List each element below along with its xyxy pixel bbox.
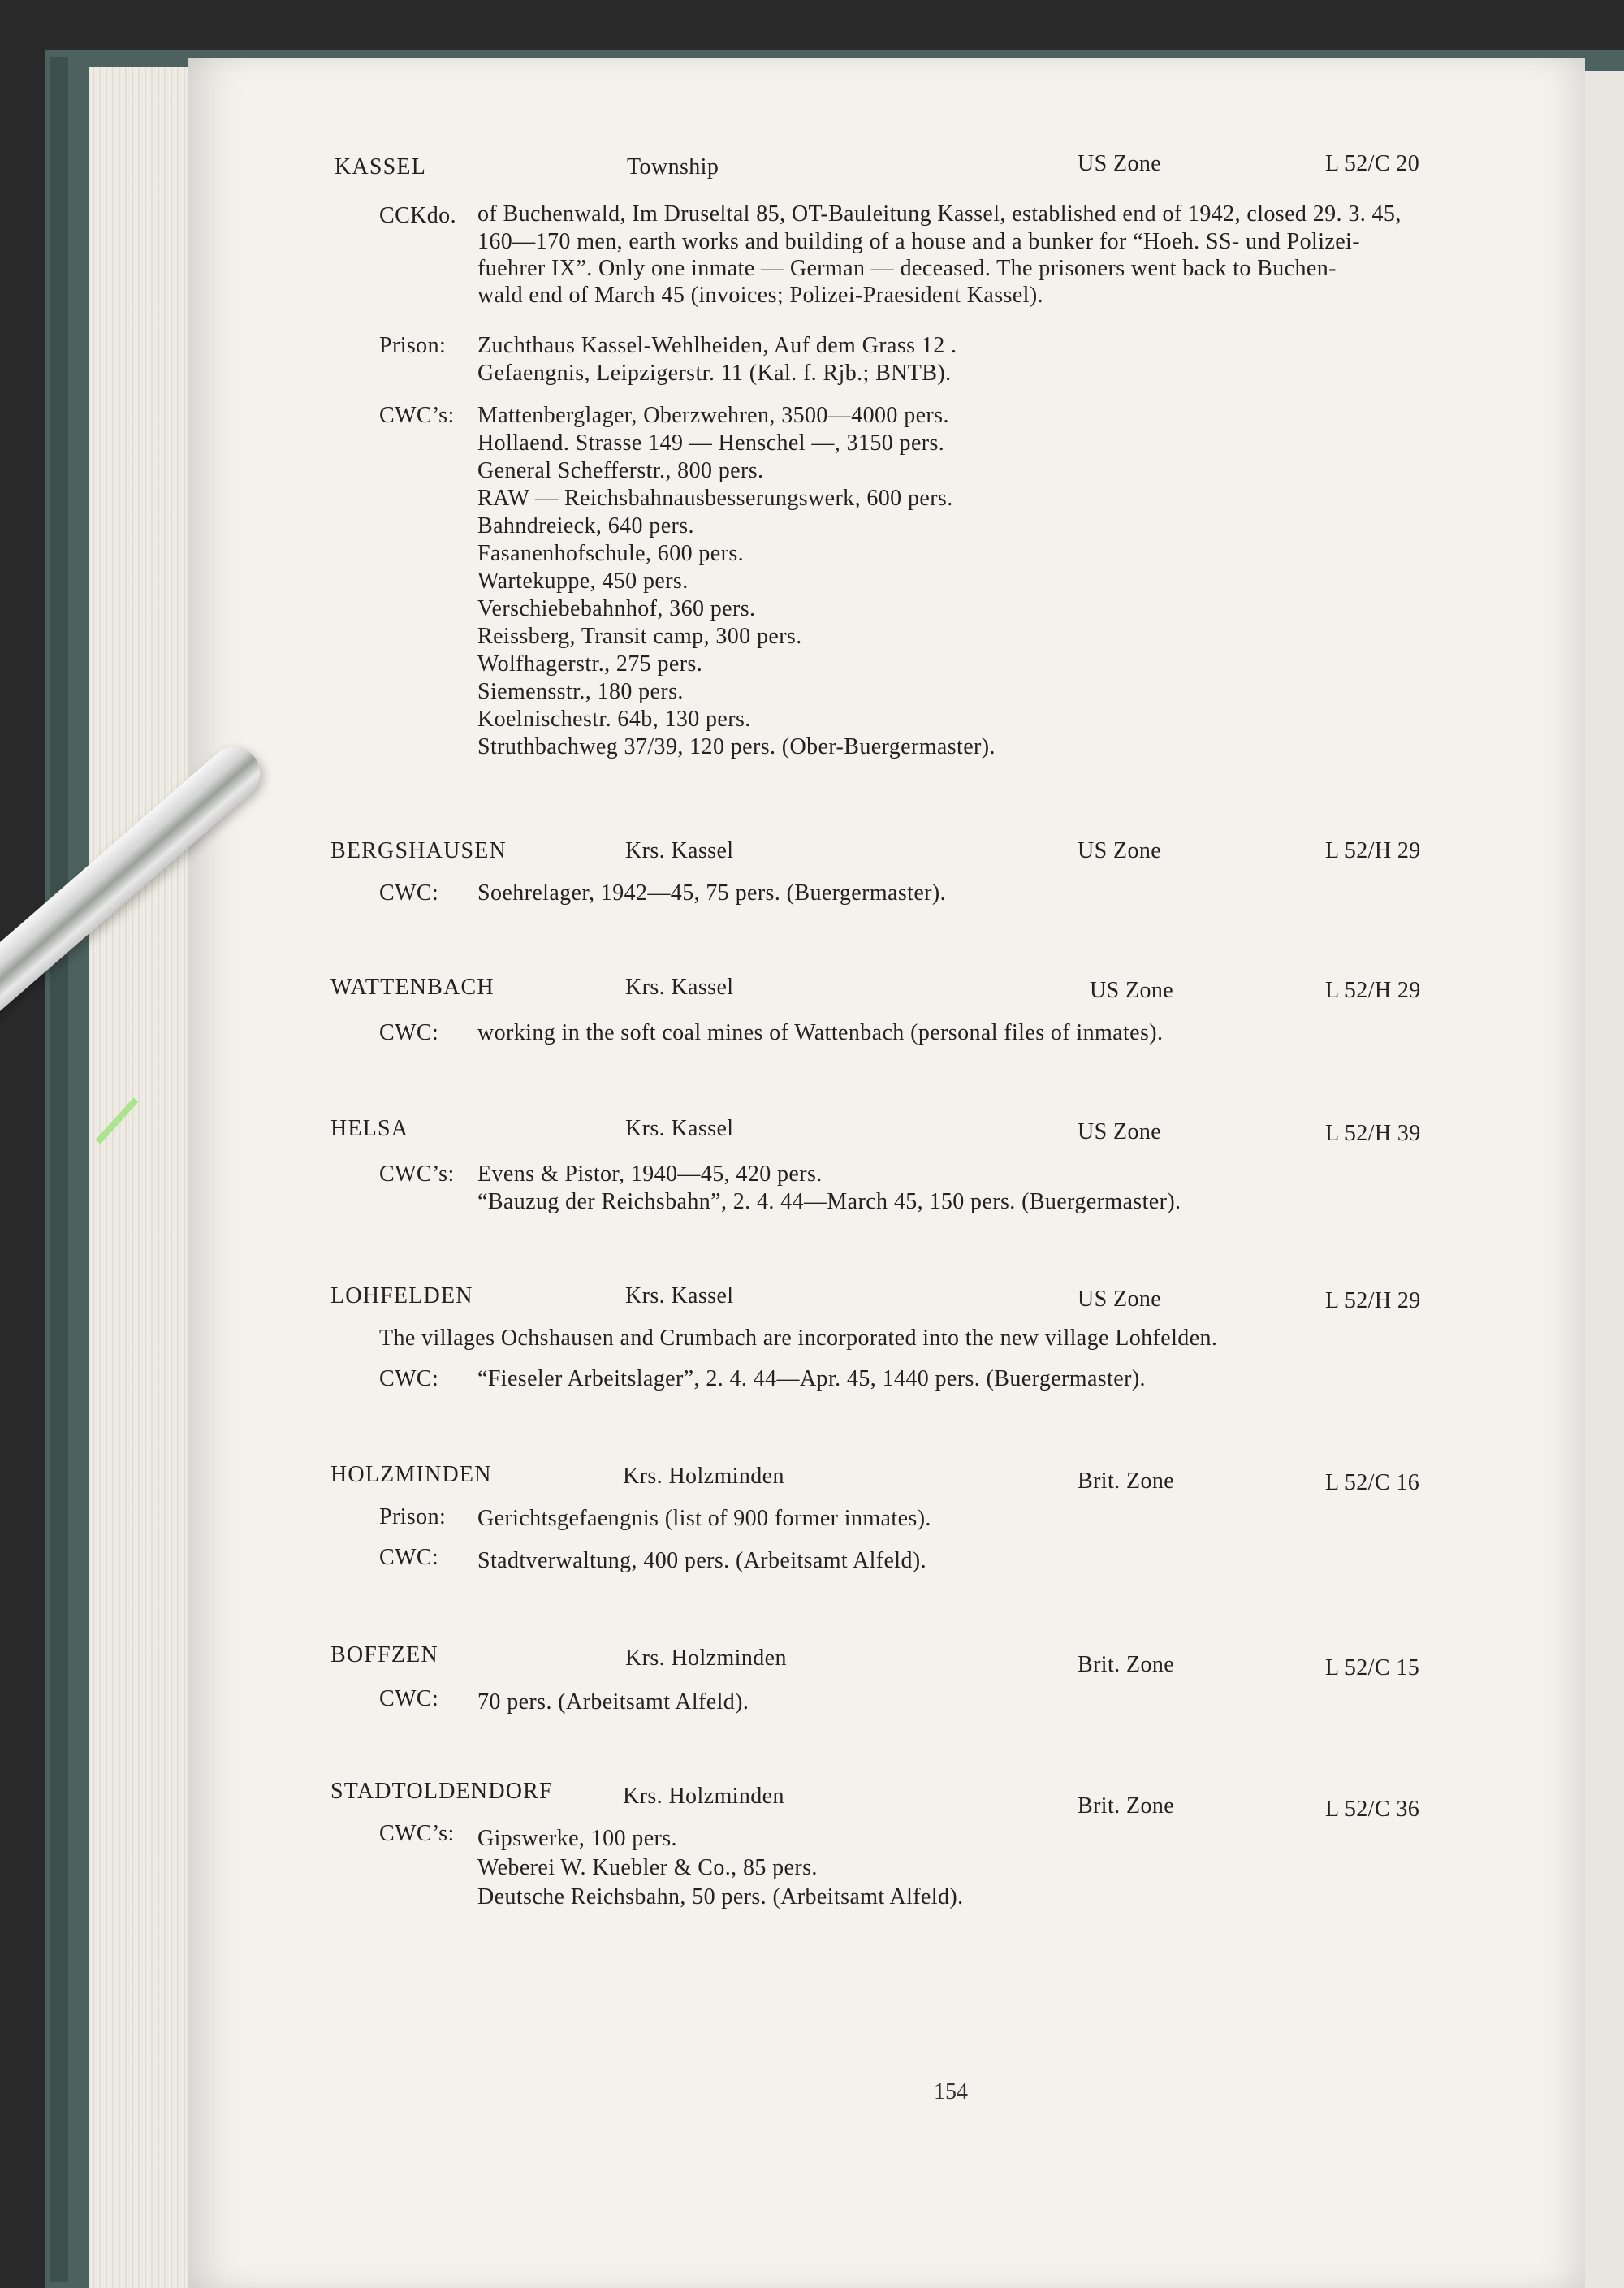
line-text: General Schefferstr., 800 pers. [477, 458, 764, 483]
line-text: Deutsche Reichsbahn, 50 pers. (Arbeitsamt Alfeld). [477, 1884, 964, 1910]
line-text: Wartekuppe, 450 pers. [477, 569, 689, 594]
entry-zone: US Zone [1090, 978, 1174, 1003]
entry-zone: US Zone [1078, 1119, 1162, 1144]
line-text: Fasanenhofschule, 600 pers. [477, 541, 745, 566]
line-text: RAW — Reichsbahnausbesserungswerk, 600 pers. [477, 486, 953, 511]
entry-map-ref: L 52/C 36 [1325, 1797, 1420, 1822]
line-text: Koelnischestr. 64b, 130 pers. [477, 707, 751, 732]
entry-zone: US Zone [1078, 838, 1162, 863]
line-label: Prison: [379, 1504, 447, 1529]
line-text: of Buchenwald, Im Druseltal 85, OT-Bauleitung Kassel, established end of 1942, closed 29. 3. 45, [477, 201, 1402, 227]
line-label: CWC’s: [379, 1821, 455, 1846]
line-label: CWC: [379, 880, 439, 906]
line-label: CWC: [379, 1020, 439, 1045]
line-text: Gefaengnis, Leipzigerstr. 11 (Kal. f. Rjb.; BNTB). [477, 361, 952, 386]
entry-place: HOLZMINDEN [330, 1462, 492, 1487]
line-text: Verschiebebahnhof, 360 pers. [477, 596, 756, 621]
entry-map-ref: L 52/C 16 [1325, 1470, 1420, 1495]
book-spine-edge [50, 57, 68, 2282]
entry-note: The villages Ochshausen and Crumbach are incorporated into the new village Lohfelden. [379, 1326, 1218, 1351]
line-text: Reissberg, Transit camp, 300 pers. [477, 624, 802, 649]
entry-place: HELSA [330, 1116, 409, 1141]
line-text: Zuchthaus Kassel-Wehlheiden, Auf dem Grass 12 . [477, 333, 957, 358]
line-text: fuehrer IX”. Only one inmate — German — deceased. The prisoners went back to Buchen- [477, 256, 1337, 281]
facing-page-edge [1585, 71, 1624, 2288]
entry-place: BERGSHAUSEN [330, 838, 508, 863]
entry-zone: Brit. Zone [1078, 1652, 1175, 1677]
line-text: “Fieseler Arbeitslager”, 2. 4. 44—Apr. 45, 1440 pers. (Buergermaster). [477, 1366, 1146, 1391]
page-number: 154 [934, 2079, 968, 2104]
entry-map-ref: L 52/H 29 [1325, 978, 1421, 1003]
line-text: Soehrelager, 1942—45, 75 pers. (Buergermaster). [477, 880, 946, 906]
entry-district: Krs. Kassel [625, 1116, 734, 1141]
line-text: Evens & Pistor, 1940—45, 420 pers. [477, 1161, 823, 1187]
line-text: “Bauzug der Reichsbahn”, 2. 4. 44—March 45, 150 pers. (Buergermaster). [477, 1189, 1181, 1214]
entry-zone: US Zone [1078, 1287, 1162, 1312]
entry-map-ref: L 52/H 29 [1325, 1288, 1421, 1313]
entry-map-ref: L 52/C 20 [1325, 151, 1420, 176]
line-text: 160—170 men, earth works and building of a house and a bunker for “Hoeh. SS- und Polizei- [477, 229, 1360, 254]
entry-district: Township [627, 154, 719, 179]
entry-place: KASSEL [335, 154, 426, 179]
line-text: Stadtverwaltung, 400 pers. (Arbeitsamt Alfeld). [477, 1548, 927, 1573]
book-page [188, 58, 1585, 2288]
line-label: CWC’s: [379, 403, 455, 428]
line-text: 70 pers. (Arbeitsamt Alfeld). [477, 1689, 749, 1715]
entry-place: WATTENBACH [330, 975, 495, 1000]
entry-district: Krs. Kassel [625, 838, 734, 863]
line-text: Mattenberglager, Oberzwehren, 3500—4000 pers. [477, 403, 949, 428]
line-label: CWC’s: [379, 1161, 455, 1187]
entry-place: BOFFZEN [330, 1642, 438, 1667]
line-text: wald end of March 45 (invoices; Polizei-Praesident Kassel). [477, 283, 1043, 308]
line-label: CWC: [379, 1366, 439, 1391]
entry-map-ref: L 52/H 39 [1325, 1121, 1421, 1146]
line-text: working in the soft coal mines of Wattenbach (personal files of inmates). [477, 1020, 1164, 1045]
line-text: Gerichtsgefaengnis (list of 900 former inmates). [477, 1506, 931, 1531]
line-label: Prison: [379, 333, 447, 358]
entry-zone: Brit. Zone [1078, 1793, 1175, 1819]
entry-zone: Brit. Zone [1078, 1468, 1175, 1494]
line-text: Bahndreieck, 640 pers. [477, 513, 694, 538]
line-text: Siemensstr., 180 pers. [477, 679, 684, 704]
line-text: Gipswerke, 100 pers. [477, 1826, 677, 1851]
page-stack-edges [89, 67, 195, 2288]
entry-district: Krs. Holzminden [623, 1784, 784, 1809]
line-text: Weberei W. Kuebler & Co., 85 pers. [477, 1855, 818, 1880]
entry-place: STADTOLDENDORF [330, 1779, 553, 1804]
line-text: Wolfhagerstr., 275 pers. [477, 651, 703, 677]
line-text: Hollaend. Strasse 149 — Henschel —, 3150 pers. [477, 430, 945, 456]
entry-district: Krs. Holzminden [625, 1646, 787, 1671]
line-text: Struthbachweg 37/39, 120 pers. (Ober-Buergermaster). [477, 734, 996, 759]
line-label: CCKdo. [379, 203, 456, 228]
line-label: CWC: [379, 1545, 439, 1570]
entry-map-ref: L 52/C 15 [1325, 1655, 1420, 1680]
line-label: CWC: [379, 1686, 439, 1711]
entry-district: Krs. Holzminden [623, 1464, 784, 1489]
entry-place: LOHFELDEN [330, 1283, 473, 1308]
entry-zone: US Zone [1078, 151, 1162, 176]
entry-map-ref: L 52/H 29 [1325, 838, 1421, 863]
entry-district: Krs. Kassel [625, 1283, 734, 1308]
entry-district: Krs. Kassel [625, 975, 734, 1000]
